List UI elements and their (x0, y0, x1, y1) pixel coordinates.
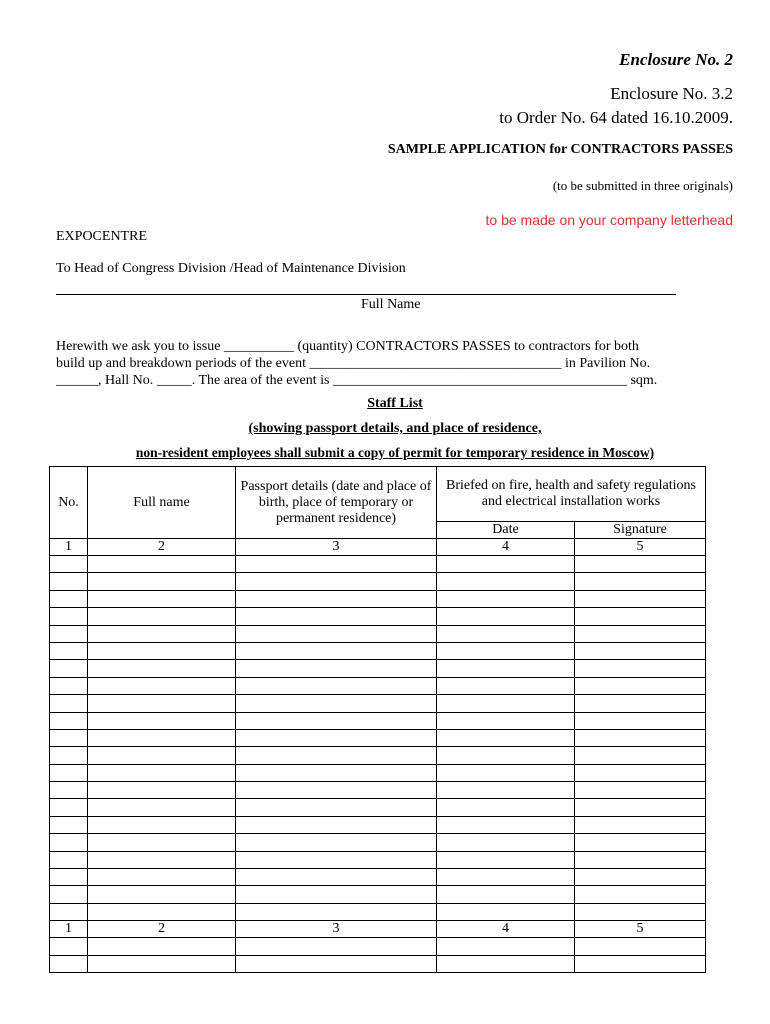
table-cell (50, 642, 88, 659)
table-cell (50, 799, 88, 816)
table-cell (437, 608, 575, 625)
table-cell (437, 851, 575, 868)
table-cell (437, 590, 575, 607)
table-row (50, 642, 706, 659)
table-cell (437, 712, 575, 729)
col-header-date: Date (437, 522, 575, 539)
column-number: 2 (88, 539, 236, 556)
table-cell (575, 764, 706, 781)
table-cell (437, 573, 575, 590)
table-cell (88, 712, 236, 729)
table-row (50, 816, 706, 833)
table-row (50, 799, 706, 816)
table-cell (88, 590, 236, 607)
table-cell (88, 625, 236, 642)
table-row (50, 886, 706, 903)
table-cell (50, 747, 88, 764)
table-cell (88, 729, 236, 746)
table-cell (236, 712, 437, 729)
column-number-row (50, 539, 706, 556)
submission-note: (to be submitted in three originals) (552, 178, 733, 193)
table-cell (50, 729, 88, 746)
table-cell (236, 642, 437, 659)
table-row (50, 660, 706, 677)
table-cell (575, 799, 706, 816)
table-cell (88, 938, 236, 955)
table-cell (437, 782, 575, 799)
table-cell (50, 903, 88, 920)
table-cell (575, 869, 706, 886)
table-cell (236, 729, 437, 746)
table-cell (236, 747, 437, 764)
col-header-signature: Signature (575, 522, 706, 539)
table-cell (88, 886, 236, 903)
table-cell (236, 695, 437, 712)
staff-list-heading: Staff List (367, 396, 423, 411)
column-number: 1 (50, 539, 88, 556)
staff-list-subheading: (showing passport details, and place of residence, (248, 421, 542, 436)
table-cell (50, 764, 88, 781)
table-cell (437, 816, 575, 833)
table-row (50, 556, 706, 573)
table-cell (88, 955, 236, 972)
table-cell (575, 712, 706, 729)
table-cell (575, 886, 706, 903)
table-cell (50, 851, 88, 868)
col-header-passport: Passport details (date and place of birth, place of temporary or permanent residence) (236, 467, 437, 539)
table-cell (50, 556, 88, 573)
table-cell (437, 642, 575, 659)
table-row (50, 695, 706, 712)
table-cell (50, 955, 88, 972)
column-number: 1 (50, 921, 88, 938)
col-header-no: No. (50, 467, 88, 539)
table-row (50, 590, 706, 607)
table-cell (575, 573, 706, 590)
table-cell (437, 556, 575, 573)
table-cell (50, 834, 88, 851)
document-title: SAMPLE APPLICATION for CONTRACTORS PASSES (387, 142, 733, 157)
column-number: 5 (575, 921, 706, 938)
table-cell (236, 799, 437, 816)
table-row (50, 938, 706, 955)
staff-table (49, 466, 706, 973)
enclosure-sub: Enclosure No. 3.2 (610, 84, 733, 103)
staff-rows (50, 556, 706, 921)
letterhead-note: to be made on your company letterhead (485, 212, 733, 228)
table-cell (236, 851, 437, 868)
table-cell (437, 747, 575, 764)
table-row (50, 608, 706, 625)
column-number: 3 (236, 921, 437, 938)
table-cell (437, 695, 575, 712)
table-cell (236, 903, 437, 920)
table-row (50, 573, 706, 590)
table-cell (50, 660, 88, 677)
table-cell (236, 782, 437, 799)
request-line-1: Herewith we ask you to issue __________ (quantity) CONTRACTORS PASSES to contractors for both (56, 339, 639, 354)
table-cell (88, 747, 236, 764)
table-cell (50, 782, 88, 799)
table-cell (575, 556, 706, 573)
table-cell (88, 782, 236, 799)
table-cell (575, 677, 706, 694)
table-cell (575, 851, 706, 868)
column-number: 4 (437, 921, 575, 938)
request-paragraph (56, 338, 736, 389)
table-cell (236, 660, 437, 677)
column-number: 4 (437, 539, 575, 556)
table-cell (50, 869, 88, 886)
table-cell (88, 608, 236, 625)
table-row (50, 729, 706, 746)
table-cell (575, 782, 706, 799)
table-cell (236, 608, 437, 625)
table-cell (437, 903, 575, 920)
addressee-org: EXPOCENTRE (56, 229, 147, 244)
table-cell (575, 955, 706, 972)
table-cell (50, 695, 88, 712)
column-number-row (50, 921, 706, 938)
column-number: 5 (575, 539, 706, 556)
request-line-3: ______, Hall No. _____. The area of the event is __________________________________________ sqm. (56, 373, 658, 388)
full-name-label: Full Name (361, 297, 421, 312)
table-cell (88, 851, 236, 868)
table-row (50, 851, 706, 868)
table-cell (437, 764, 575, 781)
table-row (50, 869, 706, 886)
table-cell (575, 903, 706, 920)
table-cell (236, 625, 437, 642)
table-cell (236, 869, 437, 886)
table-cell (88, 677, 236, 694)
table-cell (575, 642, 706, 659)
table-cell (50, 677, 88, 694)
table-cell (236, 590, 437, 607)
col-header-full-name: Full name (88, 467, 236, 539)
table-cell (88, 660, 236, 677)
table-cell (575, 625, 706, 642)
col-header-briefed: Briefed on fire, health and safety regulations and electrical installation works (437, 467, 706, 522)
staff-list-note: non-resident employees shall submit a copy of permit for temporary residence in Moscow) (135, 445, 655, 460)
table-cell (88, 816, 236, 833)
table-cell (88, 869, 236, 886)
table-cell (575, 938, 706, 955)
table-row (50, 712, 706, 729)
table-cell (236, 938, 437, 955)
table-cell (88, 573, 236, 590)
table-cell (575, 608, 706, 625)
table-cell (50, 590, 88, 607)
table-row (50, 903, 706, 920)
table-cell (437, 677, 575, 694)
table-cell (575, 834, 706, 851)
table-cell (437, 729, 575, 746)
table-cell (575, 729, 706, 746)
table-cell (236, 573, 437, 590)
table-cell (88, 764, 236, 781)
table-cell (575, 590, 706, 607)
table-cell (88, 903, 236, 920)
table-row (50, 834, 706, 851)
table-cell (88, 642, 236, 659)
table-cell (575, 816, 706, 833)
request-line-2: build up and breakdown periods of the event ____________________________________ in Pavilion No. (56, 356, 651, 371)
enclosure-main: Enclosure No. 2 (619, 50, 733, 69)
table-cell (236, 886, 437, 903)
table-cell (50, 938, 88, 955)
table-cell (236, 764, 437, 781)
table-cell (50, 712, 88, 729)
staff-rows (50, 938, 706, 973)
table-row (50, 955, 706, 972)
table-cell (437, 955, 575, 972)
column-number: 2 (88, 921, 236, 938)
table-cell (50, 608, 88, 625)
table-row (50, 625, 706, 642)
table-cell (236, 677, 437, 694)
table-cell (236, 556, 437, 573)
table-cell (88, 695, 236, 712)
full-name-line (56, 282, 676, 295)
table-cell (437, 625, 575, 642)
table-cell (88, 799, 236, 816)
table-row (50, 747, 706, 764)
table-cell (575, 747, 706, 764)
table-cell (575, 695, 706, 712)
table-cell (437, 660, 575, 677)
column-number: 3 (236, 539, 437, 556)
table-cell (50, 573, 88, 590)
table-cell (437, 938, 575, 955)
table-cell (88, 556, 236, 573)
table-cell (236, 955, 437, 972)
table-row (50, 782, 706, 799)
table-cell (437, 869, 575, 886)
table-cell (50, 625, 88, 642)
table-cell (50, 816, 88, 833)
addressee-to: To Head of Congress Division /Head of Maintenance Division (56, 261, 406, 276)
table-cell (437, 799, 575, 816)
table-cell (50, 886, 88, 903)
table-row (50, 677, 706, 694)
table-cell (575, 660, 706, 677)
table-row (50, 764, 706, 781)
order-reference: to Order No. 64 dated 16.10.2009. (499, 108, 733, 127)
table-cell (437, 834, 575, 851)
table-cell (437, 886, 575, 903)
table-cell (88, 834, 236, 851)
table-cell (236, 834, 437, 851)
table-cell (236, 816, 437, 833)
